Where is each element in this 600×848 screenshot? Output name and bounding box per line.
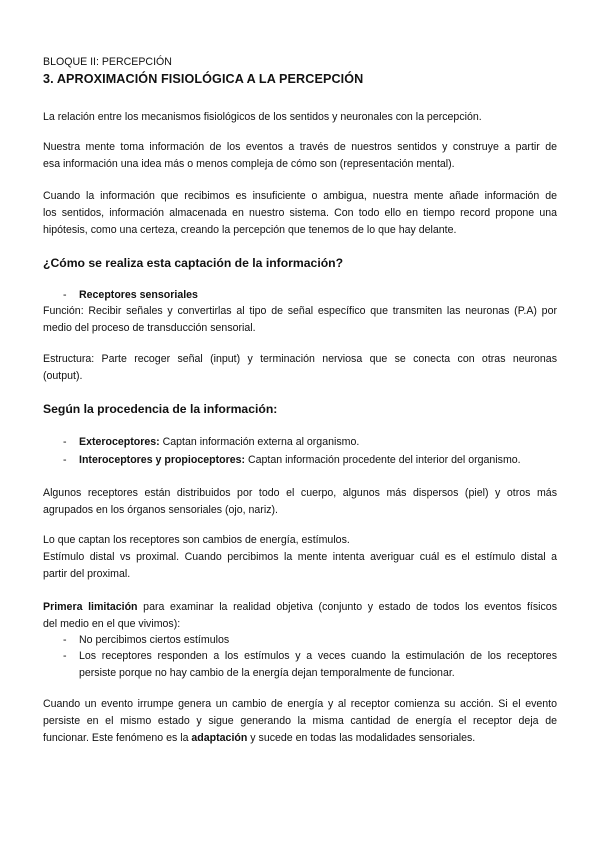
bullet-dash: - (63, 436, 67, 448)
term: Interoceptores y propioceptores: (79, 454, 246, 466)
procedencia-heading: Según la procedencia de la información: (43, 402, 278, 416)
paragraph-4-line-1: Lo que captan los receptores son cambios de energía, estímulos. (43, 534, 350, 546)
funcion-line-2: medio del proceso de transducción sensorial. (43, 322, 256, 334)
paragraph-5-line-2: persiste en el mismo estado y sigue generando la misma cantidad de energía el receptor deja de (43, 715, 557, 727)
limitacion-term: Primera limitación (43, 601, 138, 613)
list-item-interoceptores (79, 453, 521, 467)
paragraph-2-line-1: Cuando la información que recibimos es insuficiente o ambigua, nuestra mente añade información de (43, 190, 557, 202)
bullet-dash: - (63, 634, 67, 646)
limitacion-item-2-line-2: persiste porque no hay cambio de la energía dejan temporalmente de funcionar. (79, 667, 455, 679)
limitacion-line-2: del medio en el que vivimos): (43, 618, 181, 630)
paragraph-5-line-3 (43, 731, 475, 745)
paragraph-4-line-3: partir del proximal. (43, 568, 131, 580)
definition: Captan información procedente del interior del organismo. (245, 454, 521, 466)
limitacion-text: para examinar la realidad objetiva (conjunto y estado de todos los eventos físicos (137, 601, 557, 613)
bullet-dash: - (63, 650, 67, 662)
limitacion-line-1 (43, 600, 557, 614)
paragraph-2-line-3: hipótesis, como una certeza, creando la percepción que tenemos de lo que hay delante. (43, 224, 457, 236)
limitacion-item-1: No percibimos ciertos estímulos (79, 634, 230, 646)
text: funcionar. Este fenómeno es la (43, 732, 192, 744)
page-title: 3. APROXIMACIÓN FISIOLÓGICA A LA PERCEPCIÓN (43, 72, 364, 86)
block-label: BLOQUE II: PERCEPCIÓN (43, 56, 172, 68)
funcion-line-1: Función: Recibir señales y convertirlas al tipo de señal específico que transmiten las neuronas (P.A) por (43, 305, 557, 317)
text: y sucede en todas las modalidades sensoriales. (247, 732, 476, 744)
receptores-title: Receptores sensoriales (79, 289, 198, 301)
paragraph-1-line-1: Nuestra mente toma información de los eventos a través de nuestros sentidos y construye a partir de (43, 141, 557, 153)
paragraph-5-line-1: Cuando un evento irrumpe genera un cambio de energía y al receptor comienza su acción. Si el evento (43, 698, 557, 710)
paragraph-3-line-2: agrupados en los órganos sensoriales (ojo, nariz). (43, 504, 278, 516)
definition: Captan información externa al organismo. (159, 436, 360, 448)
paragraph-1-line-2: esa información una idea más o menos compleja de cómo son (representación mental). (43, 158, 455, 170)
paragraph-2-line-2: los sentidos, información almacenada en nuestro sistema. Con todo ello en tiempo record propone una (43, 207, 557, 219)
paragraph-4-line-2: Estímulo distal vs proximal. Cuando percibimos la mente intenta averiguar cuál es el estímulo distal a (43, 551, 557, 563)
list-item-exteroceptores (79, 435, 359, 449)
paragraph-3-line-1: Algunos receptores están distribuidos por todo el cuerpo, algunos más dispersos (piel) y otros más (43, 487, 557, 499)
estructura-line-2: (output). (43, 370, 83, 382)
bullet-dash: - (63, 454, 67, 466)
question-heading: ¿Cómo se realiza esta captación de la información? (43, 256, 344, 270)
limitacion-item-2-line-1: Los receptores responden a los estímulos y a veces cuando la estimulación de los receptores (79, 650, 557, 662)
intro-paragraph: La relación entre los mecanismos fisiológicos de los sentidos y neuronales con la percepción. (43, 111, 482, 123)
bullet-dash: - (63, 289, 67, 301)
adaptacion-term: adaptación (191, 732, 248, 744)
estructura-line-1: Estructura: Parte recoger señal (input) y terminación nerviosa que se conecta con otras neuronas (43, 353, 557, 365)
term: Exteroceptores: (79, 436, 160, 448)
